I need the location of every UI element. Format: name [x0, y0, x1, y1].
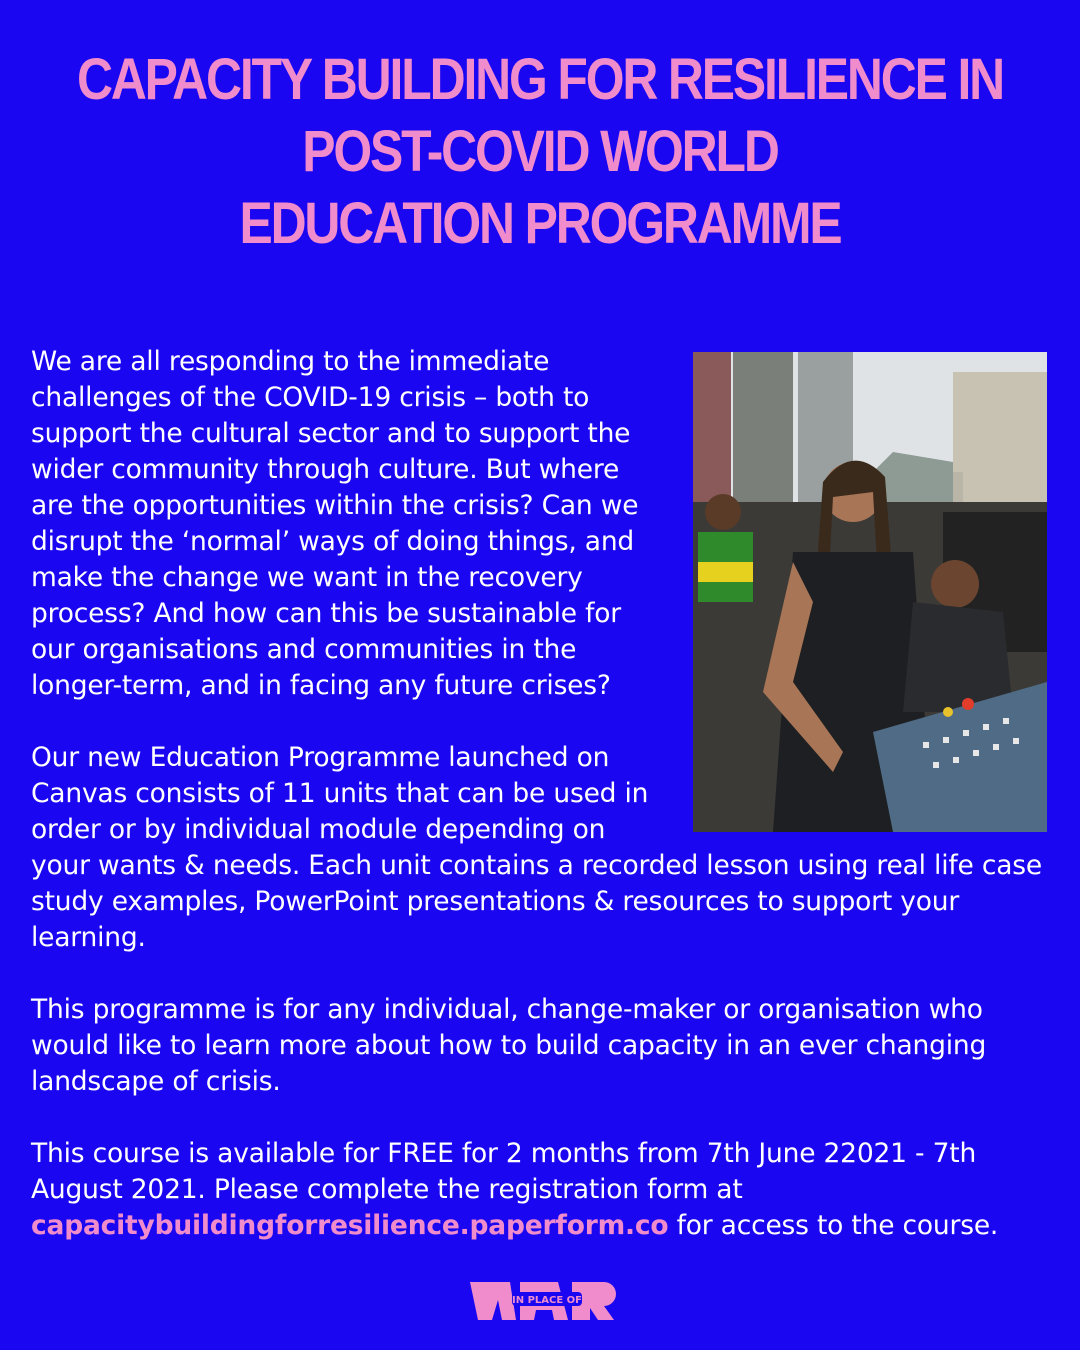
registration-link[interactable]: capacitybuildingforresilience.paperform.co [31, 1210, 669, 1241]
title-line-1: CAPACITY BUILDING FOR RESILIENCE IN [76, 47, 1004, 112]
title-line-2: POST-COVID WORLD [302, 119, 778, 184]
page-title [76, 44, 1005, 260]
paragraph-programme: Our new Education Programme launched on Canvas consists of 11 units that can be used in order or by individual module depending on your wants & needs. Each unit contains a recorded lesson using real life case study examples, PowerPoint presentations & resources to support your learning. [31, 742, 1042, 953]
musicians-photo [693, 352, 1047, 832]
war-logo-icon [468, 1276, 616, 1328]
paragraph-audience: This programme is for any individual, change-maker or organisation who would like to learn more about how to build capacity in an ever changing landscape of crisis. [31, 994, 987, 1097]
paragraph-intro: We are all responding to the immediate challenges of the COVID-19 crisis – both to support the cultural sector and to support the wider community through culture. But where are the opportunities within the crisis? Can we disrupt the ‘normal’ ways of doing things, and make the change we want in the recovery process? And how can this be sustainable for our organisations and communities in the longer-term, and in facing any future crises? [31, 346, 639, 701]
logo-small-text: IN PLACE OF [512, 1295, 582, 1306]
musicians-photo-icon [693, 352, 1047, 832]
in-place-of-war-logo [468, 1276, 616, 1328]
title-line-3: EDUCATION PROGRAMME [239, 191, 841, 256]
availability-suffix: for access to the course. [668, 1210, 999, 1241]
body-text [31, 344, 1061, 1244]
logo-big-text [616, 1276, 617, 1277]
paragraph-availability [31, 1136, 1061, 1244]
availability-text: This course is available for FREE for 2 months from 7th June 22021 - 7th August 2021. Please complete the registration form at [31, 1138, 977, 1205]
